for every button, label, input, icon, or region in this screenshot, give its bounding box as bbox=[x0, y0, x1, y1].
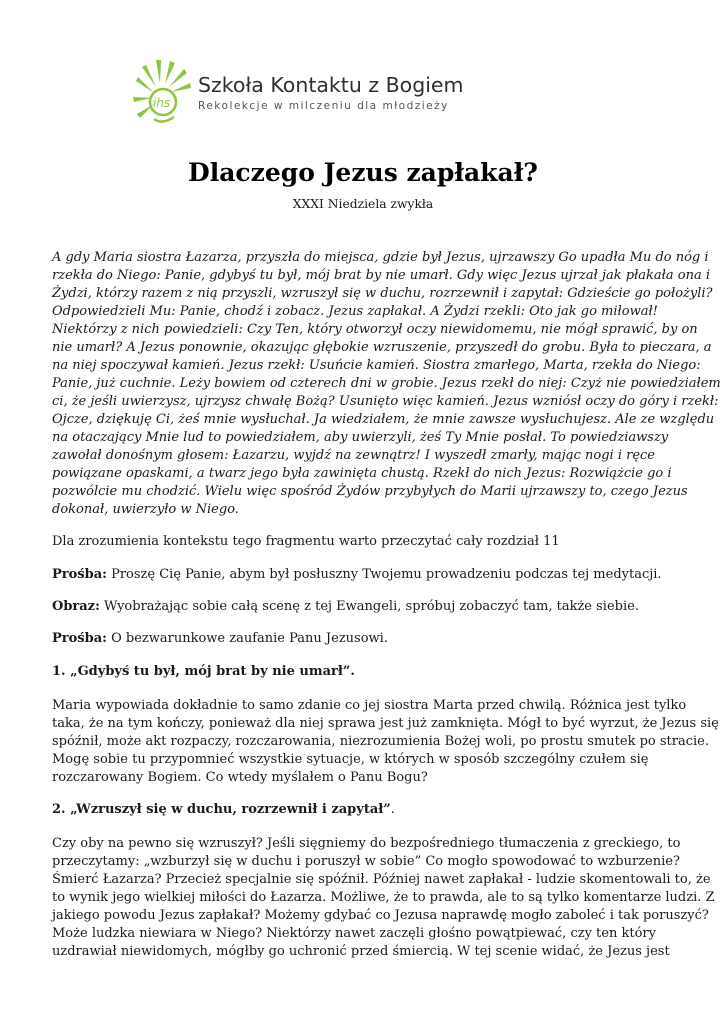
point-2-line: Czy oby na pewno się wzruszył? Jeśli sięgniemy do bezpośredniego tłumaczenia z greckiego, to bbox=[52, 836, 681, 851]
prosba-paragraph bbox=[52, 566, 662, 584]
scripture-line: pozwólcie mu chodzić. Wielu więc spośród Żydów przybyłych do Marii ujrzawszy to, czego Jezus bbox=[52, 484, 688, 499]
point-2-line: Śmierć Łazarza? Przecież specjalnie się spóźnił. Później nawet zapłakał - ludzie skomentowali to, że bbox=[52, 872, 711, 887]
sun-with-ihs-icon bbox=[132, 57, 194, 127]
scripture-line: ci, że jeśli uwierzysz, ujrzysz chwałę Bożą? Usunięto więc kamień. Jezus wzniósł oczy do góry i rzekł: bbox=[52, 394, 719, 409]
point-2-heading: 2. „Wzruszył się w duchu, rozrzewnił i zapytał” bbox=[52, 802, 391, 817]
prosba-label: Prośba: bbox=[52, 631, 107, 646]
prosba-text: O bezwarunkowe zaufanie Panu Jezusowi. bbox=[111, 631, 388, 646]
svg-text:ihs: ihs bbox=[153, 96, 171, 110]
logo bbox=[132, 57, 492, 127]
scripture-line: Żydzi, którzy razem z nią przyszli, wzruszył się w duchu, rozrzewnił i zapytał: Gdzieście go położyli? bbox=[52, 286, 713, 301]
point-2-line: Może ludzka niewiara w Niego? Niektórzy nawet zaczęli głośno powątpiewać, czy ten który bbox=[52, 926, 656, 941]
point-1-line: taka, że na tym kończy, ponieważ dla niej sprawa jest już zamknięta. Mógł to być wyrzut, że Jezus się bbox=[52, 716, 719, 731]
prosba-label: Prośba: bbox=[52, 567, 107, 582]
point-2-heading-tail: . bbox=[390, 802, 395, 817]
scripture-line: na otaczający Mnie lud to powiedziałem, aby uwierzyli, żeś Ty Mnie posłał. To powiedziawszy bbox=[52, 430, 669, 445]
prosba-paragraph-2 bbox=[52, 630, 388, 648]
scripture-line: zawołał donośnym głosem: Łazarzu, wyjdź na zewnątrz! I wyszedł zmarły, mając nogi i ręce bbox=[52, 448, 655, 463]
point-1-line: spóźnił, może akt rozpaczy, rozczarowania, niezrozumienia Bożej woli, po prostu smutek po stracie. bbox=[52, 734, 709, 749]
point-1-line: Mogę sobie tu przypomnieć wszystkie sytuacje, w których w sposób szczególny czułem się bbox=[52, 752, 649, 767]
scripture-line: Panie, już cuchnie. Leży bowiem od czterech dni w grobie. Jezus rzekł do niej: Czyż nie powiedziałem bbox=[52, 376, 721, 391]
point-1-line: rozczarowany Bogiem. Co wtedy myślałem o Panu Bogu? bbox=[52, 770, 428, 785]
scripture-line: na niej spoczywał kamień. Jezus rzekł: Usuńcie kamień. Siostra zmarłego, Marta, rzekła do Niego: bbox=[52, 358, 701, 373]
obraz-paragraph bbox=[52, 598, 639, 616]
logo-subtitle: Rekolekcje w milczeniu dla młodzieży bbox=[198, 100, 449, 112]
scripture-line: A gdy Maria siostra Łazarza, przyszła do miejsca, gdzie był Jezus, ujrzawszy Go upadła Mu do nóg i bbox=[52, 250, 709, 265]
point-2-line: uzdrawiał niewidomych, mógłby go uchronić przed śmiercią. W tej scenie widać, że Jezus jest bbox=[52, 944, 670, 959]
prosba-text: Proszę Cię Panie, abym był posłuszny Twojemu prowadzeniu podczas tej medytacji. bbox=[111, 567, 662, 582]
scripture-line: powiązane opaskami, a twarz jego była zawinięta chustą. Rzekł do nich Jezus: Rozwiążcie go i bbox=[52, 466, 672, 481]
point-2-line: jakiego powodu Jezus zapłakał? Możemy gdybać co Jezusa naprawdę mogło zaboleć i tak poruszyć? bbox=[52, 908, 709, 923]
point-2-line: to wynik jego wielkiej miłości do Łazarza. Możliwe, że to prawda, ale to są tylko komentarze ludzi. Z bbox=[52, 890, 715, 905]
scripture-line: dokonał, uwierzyło w Niego. bbox=[52, 502, 239, 517]
document-subtitle: XXXI Niedziela zwykła bbox=[292, 197, 434, 211]
scripture-line: rzekła do Niego: Panie, gdybyś tu był, mój brat by nie umarł. Gdy więc Jezus ujrzał jak płakała ona i bbox=[52, 268, 711, 283]
point-2-heading-row bbox=[52, 801, 395, 819]
scripture-line: nie umarł? A Jezus ponownie, okazując głębokie wzruszenie, przyszedł do grobu. Była to pieczara, a bbox=[52, 340, 712, 355]
document-title: Dlaczego Jezus zapłakał? bbox=[188, 158, 538, 187]
point-2-line: przeczytamy: „wzburzył się w duchu i poruszył w sobie” Co mogło spowodować to wzburzenie? bbox=[52, 854, 680, 869]
scripture-line: Odpowiedzieli Mu: Panie, chodź i zobacz. Jezus zapłakał. A Żydzi rzekli: Oto jak go miłował! bbox=[52, 304, 658, 319]
obraz-label: Obraz: bbox=[52, 599, 100, 614]
obraz-text: Wyobrażając sobie całą scenę z tej Ewangeli, spróbuj zobaczyć tam, także siebie. bbox=[104, 599, 639, 614]
logo-title: Szkoła Kontaktu z Bogiem bbox=[198, 73, 464, 97]
scripture-line: Niektórzy z nich powiedzieli: Czy Ten, który otworzył oczy niewidomemu, nie mógł sprawić, by on bbox=[52, 322, 698, 337]
point-1-heading: 1. „Gdybyś tu był, mój brat by nie umarł”. bbox=[52, 664, 355, 679]
scripture-line: Ojcze, dziękuję Ci, żeś mnie wysłuchał. Ja wiedziałem, że mnie zawsze wysłuchujesz. Ale ze względu bbox=[52, 412, 715, 427]
context-note: Dla zrozumienia kontekstu tego fragmentu warto przeczytać cały rozdział 11 bbox=[52, 534, 560, 549]
point-1-line: Maria wypowiada dokładnie to samo zdanie co jej siostra Marta przed chwilą. Różnica jest tylko bbox=[52, 698, 687, 713]
